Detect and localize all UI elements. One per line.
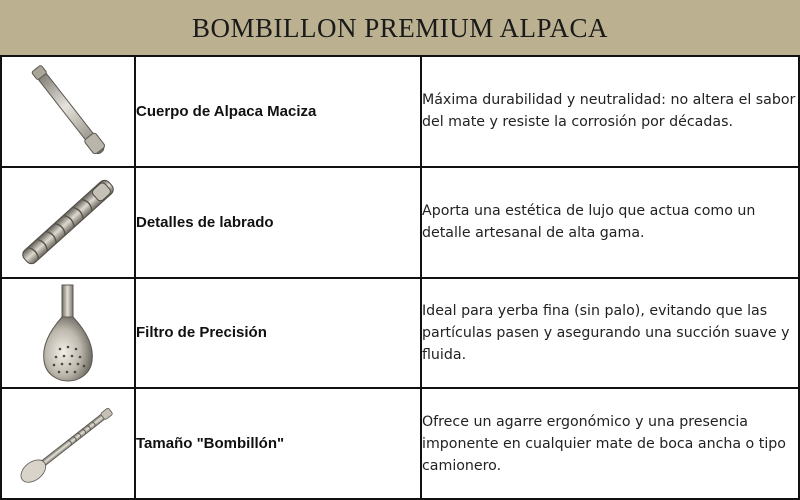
table-row	[1, 167, 799, 278]
image-cell	[1, 56, 135, 167]
image-cell	[1, 278, 135, 389]
page-title: BOMBILLON PREMIUM ALPACA	[191, 12, 609, 43]
feature-description: Ideal para yerba fina (sin palo), evitando que las partículas pasen y asegurando una succión suave y fluida.	[421, 278, 799, 389]
feature-description: Máxima durabilidad y neutralidad: no altera el sabor del mate y resiste la corrosión por décadas.	[421, 56, 799, 167]
table-row	[1, 388, 799, 499]
engraved-detail-icon	[13, 172, 123, 272]
feature-name: Filtro de Precisión	[135, 278, 421, 389]
table-row	[1, 56, 799, 167]
feature-name: Cuerpo de Alpaca Maciza	[135, 56, 421, 167]
image-cell	[1, 167, 135, 278]
image-cell	[1, 388, 135, 499]
feature-name: Detalles de labrado	[135, 167, 421, 278]
feature-description: Aporta una estética de lujo que actua como un detalle artesanal de alta gama.	[421, 167, 799, 278]
straw-body-icon	[13, 61, 123, 161]
full-straw-icon	[10, 394, 126, 494]
feature-description: Ofrece un agarre ergonómico y una presencia imponente en cualquier mate de boca ancha o tipo camionero.	[421, 388, 799, 499]
title-banner	[0, 0, 800, 56]
table-row	[1, 278, 799, 389]
feature-name: Tamaño "Bombillón"	[135, 388, 421, 499]
feature-table	[0, 55, 800, 500]
spoon-filter-icon	[38, 283, 98, 383]
